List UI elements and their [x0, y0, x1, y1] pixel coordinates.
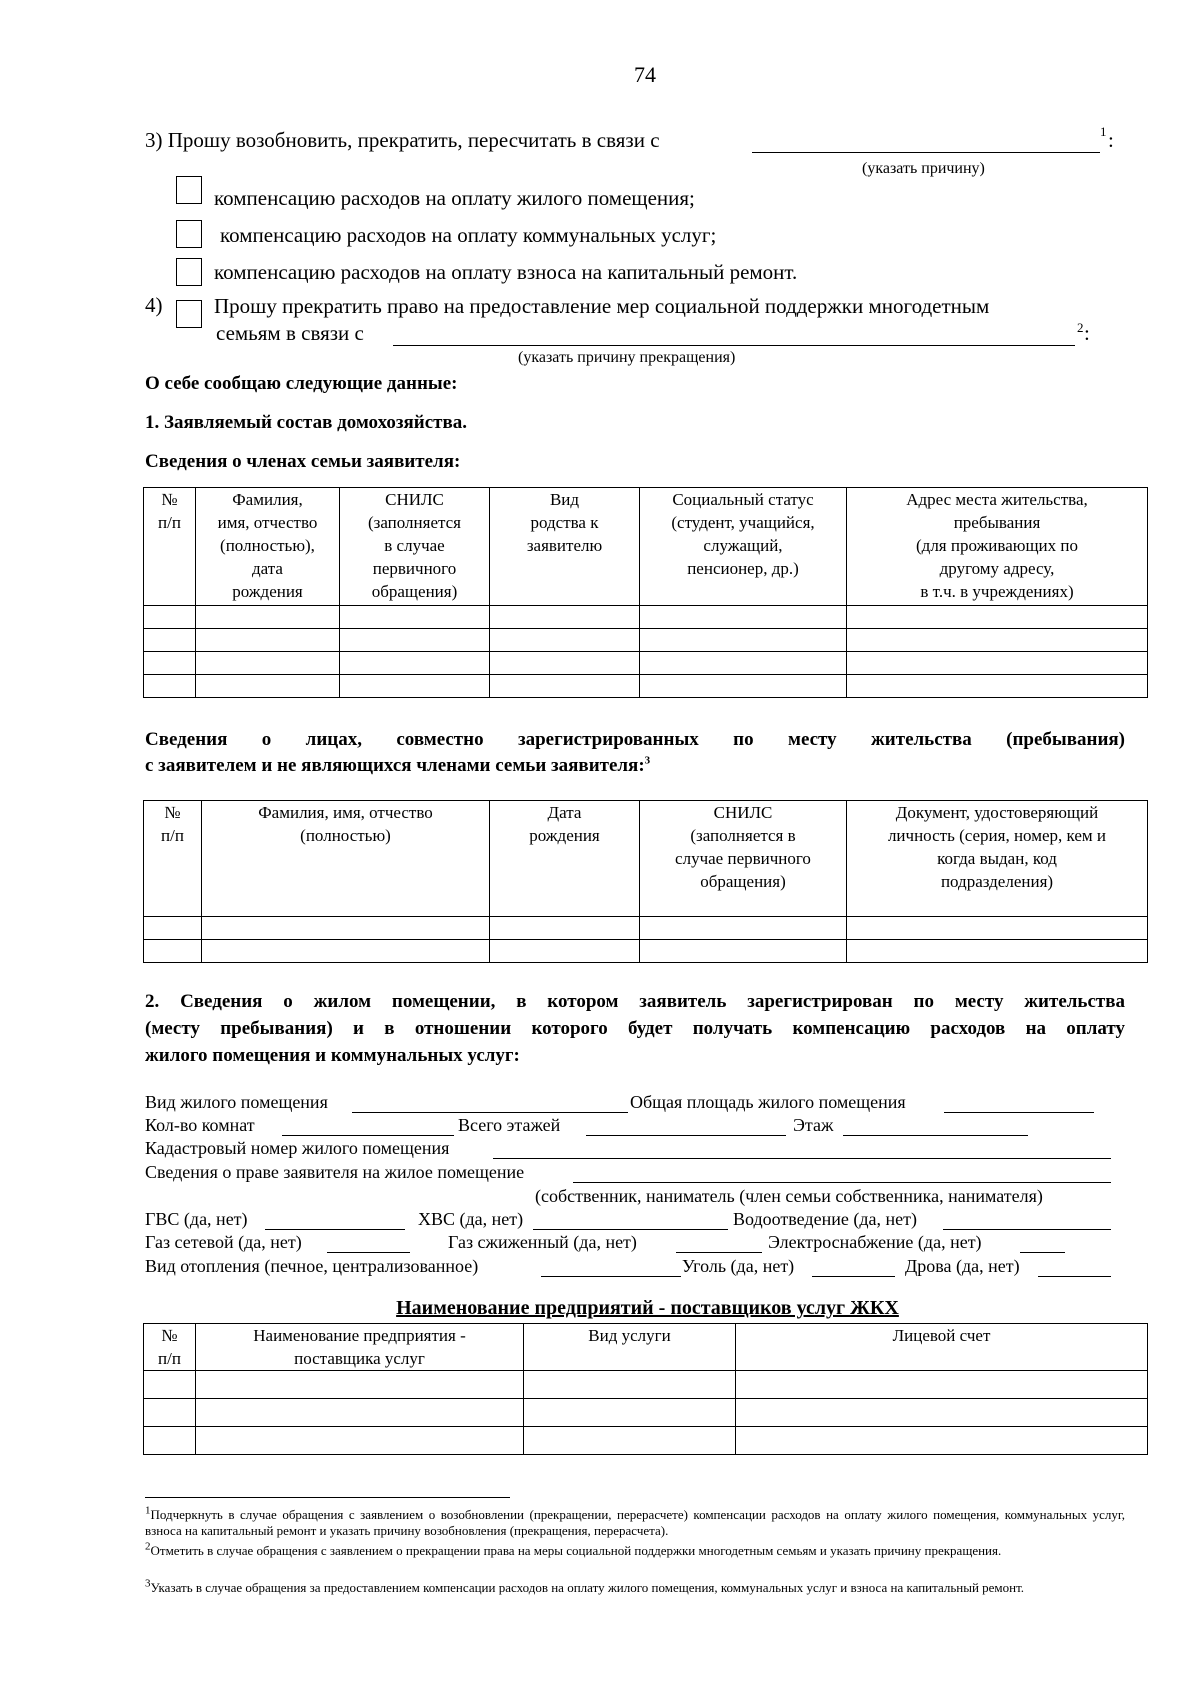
coreg-header-col-4: [847, 801, 1148, 917]
table-cell[interactable]: [640, 675, 847, 698]
coreg-footnote-mark: 3: [644, 754, 651, 767]
table-cell[interactable]: [340, 675, 490, 698]
family-header-col-5: [847, 488, 1148, 606]
coreg-header-col-2: [490, 801, 640, 917]
rights-label: Сведения о праве заявителя на жилое помещение: [145, 1162, 525, 1182]
coreg-header-text: Дата: [547, 803, 582, 822]
rights-hint: (собственник, наниматель (член семьи собственника, нанимателя): [535, 1186, 1043, 1206]
gvs-label: ГВС (да, нет): [145, 1209, 248, 1229]
table-cell[interactable]: [847, 675, 1148, 698]
rooms-field[interactable]: [282, 1135, 454, 1136]
table-cell[interactable]: [196, 606, 340, 629]
footnote-1: $^1$Подчеркнуть в случае обращения с заявлением о возобновлении (прекращении, перерасчете) компенсации расходов на оплату жилого помещения, коммунальных услуг, взноса на капитальный ремонт и указать причину возобновления (прекращения, перерасчета).: [145, 1504, 1125, 1538]
suppliers-header-text: поставщика услуг: [294, 1349, 425, 1368]
table-cell[interactable]: [490, 629, 640, 652]
coreg-header-text: Фамилия, имя, отчество: [258, 803, 433, 822]
footnote-2: $^2$Отметить в случае обращения с заявлением о прекращении права на меры социальной поддержки многодетным семьям и указать причину прекращения.: [145, 1540, 1002, 1558]
about-heading: О себе сообщаю следующие данные:: [145, 373, 458, 394]
family-heading: Сведения о членах семьи заявителя:: [145, 451, 461, 472]
table-cell[interactable]: [524, 1427, 736, 1455]
coreg-header-text: случае первичного: [675, 849, 811, 868]
section2-heading-line1: 2. Сведения о жилом помещении, в котором заявитель зарегистрирован по месту жительства: [145, 991, 1125, 1012]
checkbox-utilities[interactable]: [176, 220, 202, 248]
family-header-text: обращения): [371, 582, 458, 601]
housing-type-label: Вид жилого помещения: [145, 1092, 328, 1112]
table-cell[interactable]: [196, 1371, 524, 1399]
family-header-text: служащий,: [703, 536, 783, 555]
table-cell[interactable]: [196, 1427, 524, 1455]
table-cell[interactable]: [202, 917, 490, 940]
item3-hint: (указать причину): [862, 160, 985, 177]
gas-liquefied-field[interactable]: [676, 1252, 762, 1253]
item3-reason-line[interactable]: [752, 152, 1100, 153]
housing-type-field[interactable]: [352, 1112, 628, 1113]
suppliers-header-col-1: [196, 1324, 524, 1371]
drainage-label: Водоотведение (да, нет): [733, 1209, 917, 1229]
table-cell[interactable]: [144, 917, 202, 940]
item4-number: 4): [145, 293, 163, 317]
table-cell[interactable]: [196, 1399, 524, 1427]
suppliers-header-text: Лицевой счет: [892, 1326, 991, 1345]
table-row: [144, 940, 1148, 963]
family-header-text: первичного: [372, 559, 457, 578]
coreg-header-text: Документ, удостоверяющий: [895, 803, 1099, 822]
family-header-text: другому адресу,: [939, 559, 1055, 578]
table-cell[interactable]: [144, 1399, 196, 1427]
gas-network-label: Газ сетевой (да, нет): [145, 1232, 302, 1252]
item3-footnote-mark: 1: [1100, 124, 1107, 139]
suppliers-heading: Наименование предприятий - поставщиков услуг ЖКХ: [396, 1297, 899, 1319]
family-header-col-3: [490, 488, 640, 606]
table-cell[interactable]: [490, 940, 640, 963]
table-cell[interactable]: [847, 629, 1148, 652]
table-cell[interactable]: [490, 606, 640, 629]
coreg-header-text: СНИЛС: [713, 803, 773, 822]
hvs-label: ХВС (да, нет): [418, 1209, 524, 1229]
table-cell[interactable]: [202, 940, 490, 963]
family-header-text: в т.ч. в учреждениях): [920, 582, 1074, 601]
family-header-text: п/п: [158, 513, 181, 532]
gvs-field[interactable]: [265, 1229, 405, 1230]
family-header-text: СНИЛС: [385, 490, 444, 509]
item4-reason-line[interactable]: [393, 345, 1075, 346]
floor-label: Этаж: [793, 1115, 834, 1135]
table-cell[interactable]: [196, 629, 340, 652]
family-header-col-4: [640, 488, 847, 606]
footnote-3: $^3$Указать в случае обращения за предоставлением компенсации расходов на оплату жилого помещения, коммунальных услуг и взноса на капитальный ремонт.: [145, 1577, 1025, 1595]
family-header-text: (студент, учащийся,: [671, 513, 815, 532]
item4-footnote-mark: 2: [1077, 320, 1084, 335]
table-cell[interactable]: [490, 675, 640, 698]
family-header-text: Фамилия,: [232, 490, 303, 509]
wood-label: Дрова (да, нет): [905, 1256, 1020, 1276]
item3-text: 3) Прошу возобновить, прекратить, пересчитать в связи с: [145, 128, 660, 152]
table-cell[interactable]: [640, 629, 847, 652]
table-cell[interactable]: [144, 1427, 196, 1455]
family-header-text: Социальный статус: [672, 490, 814, 509]
table-row: [144, 1371, 1148, 1399]
heating-field[interactable]: [541, 1276, 681, 1277]
family-header-text: родства к: [530, 513, 599, 532]
coreg-header-col-1: [202, 801, 490, 917]
table-row: [144, 606, 1148, 629]
table-cell[interactable]: [490, 917, 640, 940]
table-cell[interactable]: [847, 940, 1148, 963]
table-cell[interactable]: [144, 1371, 196, 1399]
table-row: [144, 652, 1148, 675]
coreg-header-text: личность (серия, номер, кем и: [887, 826, 1107, 845]
coreg-header-text: рождения: [529, 826, 600, 845]
coreg-header-text: (полностью): [300, 826, 391, 845]
family-header-text: заявителю: [526, 536, 603, 555]
family-header-text: Адрес места жительства,: [906, 490, 1088, 509]
suppliers-header-col-3: [736, 1324, 1148, 1371]
family-header-text: (заполняется: [367, 513, 462, 532]
coreg-header-col-0: [144, 801, 202, 917]
table-cell[interactable]: [144, 606, 196, 629]
family-members-table: [143, 487, 1148, 698]
table-cell[interactable]: [144, 629, 196, 652]
footnote-separator: [145, 1497, 510, 1498]
table-cell[interactable]: [340, 652, 490, 675]
section2-heading-line3: жилого помещения и коммунальных услуг:: [145, 1045, 520, 1066]
table-cell[interactable]: [736, 1371, 1148, 1399]
checkbox-housing[interactable]: [176, 176, 202, 204]
cadastral-label: Кадастровый номер жилого помещения: [145, 1138, 450, 1158]
gas-liquefied-label: Газ сжиженный (да, нет): [448, 1232, 637, 1252]
option-capital-repair: компенсацию расходов на оплату взноса на капитальный ремонт.: [214, 260, 798, 284]
table-cell[interactable]: [144, 940, 202, 963]
cadastral-field[interactable]: [493, 1158, 1111, 1159]
heating-label: Вид отопления (печное, централизованное): [145, 1256, 479, 1276]
table-cell[interactable]: [490, 652, 640, 675]
table-cell[interactable]: [847, 652, 1148, 675]
table-cell[interactable]: [196, 652, 340, 675]
family-header-text: в случае: [384, 536, 445, 555]
section2-heading-line2: (месту пребывания) и в отношении которого будет получать компенсацию расходов на оплату: [145, 1018, 1125, 1039]
coreg-header-text: когда выдан, код: [937, 849, 1057, 868]
coreg-header-text: №: [164, 803, 181, 822]
suppliers-table-header: [144, 1324, 1148, 1371]
table-row: [144, 675, 1148, 698]
table-cell[interactable]: [847, 606, 1148, 629]
floors-total-field[interactable]: [586, 1135, 786, 1136]
power-label: Электроснабжение (да, нет): [768, 1232, 982, 1252]
table-cell[interactable]: [340, 606, 490, 629]
coal-label: Уголь (да, нет): [682, 1256, 795, 1276]
table-cell[interactable]: [847, 917, 1148, 940]
suppliers-header-text: №: [161, 1326, 178, 1345]
page-number: 74: [634, 62, 656, 87]
family-header-text: (для проживающих по: [916, 536, 1078, 555]
table-cell[interactable]: [524, 1371, 736, 1399]
checkbox-capital-repair[interactable]: [176, 258, 202, 286]
table-cell[interactable]: [736, 1399, 1148, 1427]
floor-field[interactable]: [843, 1135, 1028, 1136]
table-row: [144, 1399, 1148, 1427]
table-cell[interactable]: [144, 675, 196, 698]
item4-line1: Прошу прекратить право на предоставление мер социальной поддержки многодетным: [214, 294, 990, 318]
table-cell[interactable]: [340, 629, 490, 652]
coreg-header-col-3: [640, 801, 847, 917]
family-header-text: пребывания: [953, 513, 1041, 532]
coreg-heading-line1: Сведения о лицах, совместно зарегистрированных по месту жительства (пребывания): [145, 729, 1125, 750]
checkbox-terminate-support[interactable]: [176, 300, 202, 328]
suppliers-header-text: п/п: [158, 1349, 181, 1368]
item4-line2: семьям в связи с: [216, 321, 364, 345]
coreg-header-text: (заполняется в: [690, 826, 796, 845]
coal-field[interactable]: [812, 1276, 895, 1277]
table-cell[interactable]: [144, 652, 196, 675]
item4-colon: :: [1084, 321, 1090, 345]
total-area-field[interactable]: [944, 1112, 1094, 1113]
family-header-text: имя, отчество: [217, 513, 318, 532]
section1-heading: 1. Заявляемый состав домохозяйства.: [145, 412, 467, 433]
table-row: [144, 629, 1148, 652]
coreg-header-text: подразделения): [940, 872, 1054, 891]
drainage-field[interactable]: [943, 1229, 1111, 1230]
hvs-field[interactable]: [533, 1229, 728, 1230]
table-cell[interactable]: [524, 1399, 736, 1427]
family-header-text: рождения: [232, 582, 303, 601]
coreg-header-text: обращения): [700, 872, 786, 891]
item4-hint: (указать причину прекращения): [518, 349, 736, 366]
table-cell[interactable]: [736, 1427, 1148, 1455]
suppliers-table: [143, 1323, 1148, 1455]
family-header-col-1: [196, 488, 340, 606]
family-header-text: дата: [252, 559, 283, 578]
table-cell[interactable]: [196, 675, 340, 698]
table-cell[interactable]: [640, 917, 847, 940]
floors-total-label: Всего этажей: [458, 1115, 561, 1135]
family-header-text: №: [161, 490, 178, 509]
table-cell[interactable]: [640, 606, 847, 629]
suppliers-header-col-2: [524, 1324, 736, 1371]
option-housing: компенсацию расходов на оплату жилого помещения;: [214, 186, 695, 210]
suppliers-header-text: Наименование предприятия -: [253, 1326, 466, 1345]
coregistered-persons-table: [143, 800, 1148, 963]
item3-colon: :: [1108, 128, 1114, 152]
wood-field[interactable]: [1038, 1276, 1111, 1277]
family-header-col-2: [340, 488, 490, 606]
coreg-header-text: п/п: [161, 826, 184, 845]
family-table-header: [144, 488, 1148, 606]
gas-network-field[interactable]: [327, 1252, 410, 1253]
family-header-col-0: [144, 488, 196, 606]
option-utilities: компенсацию расходов на оплату коммунальных услуг;: [220, 223, 717, 247]
family-header-text: Вид: [549, 490, 580, 509]
suppliers-header-text: Вид услуги: [588, 1326, 671, 1345]
rooms-label: Кол-во комнат: [145, 1115, 255, 1135]
rights-field[interactable]: [573, 1182, 1111, 1183]
family-header-text: пенсионер, др.): [687, 559, 799, 578]
table-row: [144, 917, 1148, 940]
total-area-label: Общая площадь жилого помещения: [630, 1092, 906, 1112]
table-cell[interactable]: [640, 940, 847, 963]
suppliers-header-col-0: [144, 1324, 196, 1371]
table-cell[interactable]: [640, 652, 847, 675]
family-header-text: (полностью),: [220, 536, 315, 555]
table-row: [144, 1427, 1148, 1455]
power-field[interactable]: [1020, 1252, 1065, 1253]
coreg-heading-line2: с заявителем и не являющихся членами семьи заявителя:$^3$: [145, 754, 651, 776]
coreg-table-header: [144, 801, 1148, 917]
